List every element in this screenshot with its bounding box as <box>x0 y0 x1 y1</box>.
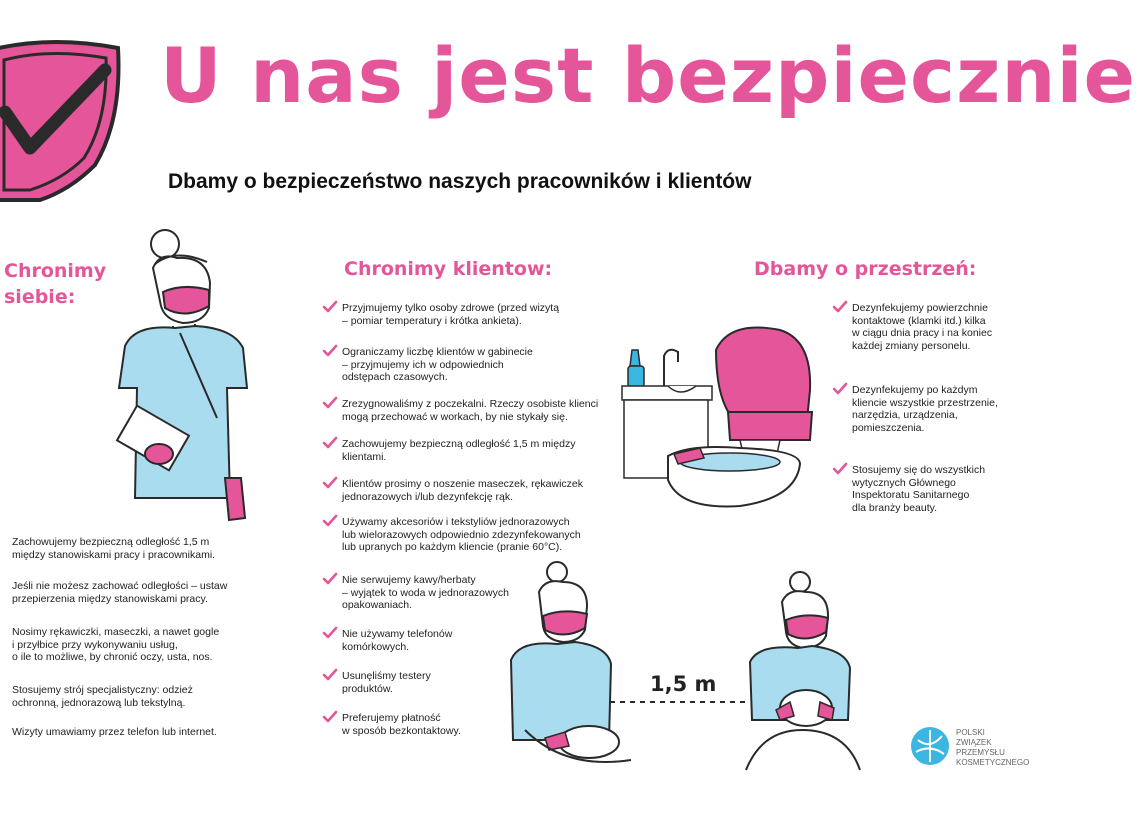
section-heading-self: Chronimy siebie: <box>4 260 107 308</box>
worker-illustration <box>115 228 255 528</box>
check-icon <box>322 572 338 586</box>
check-icon <box>832 382 848 396</box>
check-icon <box>832 462 848 476</box>
list-item: Nie serwujemy kawy/herbaty – wyjątek to woda w jednorazowych opakowaniach. <box>342 574 509 612</box>
list-item: Przyjmujemy tylko osoby zdrowe (przed wizytą – pomiar temperatury i krótka ankieta). <box>342 302 559 327</box>
page-subtitle: Dbamy o bezpieczeństwo naszych pracowników i klientów <box>168 170 752 193</box>
list-item: Dezynfekujemy po każdym kliencie wszystkie przestrzenie, narzędzia, urządzenia, pomieszczenia. <box>852 384 998 434</box>
list-item: Klientów prosimy o noszenie maseczek, rękawiczek jednorazowych i/lub dezynfekcję rąk. <box>342 478 583 503</box>
list-item: Zrezygnowaliśmy z poczekalni. Rzeczy osobiste klienci mogą przechować w workach, by nie stykały się. <box>342 398 598 423</box>
check-icon <box>322 626 338 640</box>
list-item: Stosujemy strój specjalistyczny: odzież ochronną, jednorazową lub tekstylną. <box>12 684 193 709</box>
check-icon <box>322 300 338 314</box>
check-icon <box>322 436 338 450</box>
list-item: Zachowujemy bezpieczną odległość 1,5 m między stanowiskami pracy i pracownikami. <box>12 536 216 561</box>
list-item: Usunęliśmy testery produktów. <box>342 670 431 695</box>
check-icon <box>322 344 338 358</box>
list-item: Jeśli nie możesz zachować odległości – ustaw przepierzenia między stanowiskami pracy. <box>12 580 228 605</box>
logo-text: POLSKI ZWIĄZEK PRZEMYSŁU KOSMETYCZNEGO <box>956 728 1030 767</box>
check-icon <box>322 396 338 410</box>
check-icon <box>832 300 848 314</box>
section-heading-space: Dbamy o przestrzeń: <box>754 258 977 280</box>
list-item: Ograniczamy liczbę klientów w gabinecie – przyjmujemy ich w odpowiednich odstępach czasowych. <box>342 346 533 384</box>
pedicure-chair-illustration <box>620 320 820 520</box>
list-item: Używamy akcesoriów i tekstyliów jednorazowych lub wielorazowych odpowiednio zdezynfekowanych lub upranych po każdym kliencie (pranie 60°C). <box>342 516 581 554</box>
page-title: U nas jest bezpiecznie <box>160 31 1136 120</box>
distance-line <box>608 696 748 710</box>
list-item: Preferujemy płatność w sposób bezkontaktowy. <box>342 712 461 737</box>
distance-label: 1,5 m <box>650 672 717 696</box>
pzpk-logo-icon <box>910 726 950 766</box>
list-item: Dezynfekujemy powierzchnie kontaktowe (klamki itd.) kilka w ciągu dnia pracy i na koniec każdej zmiany personelu. <box>852 302 992 352</box>
beautician-with-client-illustration-left <box>505 560 635 785</box>
list-item: Wizyty umawiamy przez telefon lub internet. <box>12 726 217 738</box>
check-icon <box>322 668 338 682</box>
list-item: Nosimy rękawiczki, maseczki, a nawet gogle i przyłbice przy wykonywaniu usług, o ile to możliwe, by chronić oczy, usta, nos. <box>12 626 220 663</box>
list-item: Nie używamy telefonów komórkowych. <box>342 628 452 653</box>
list-item: Zachowujemy bezpieczną odległość 1,5 m między klientami. <box>342 438 575 463</box>
section-heading-clients: Chronimy klientow: <box>344 258 553 280</box>
check-icon <box>322 476 338 490</box>
beautician-with-client-illustration-right <box>742 570 862 785</box>
list-item: Stosujemy się do wszystkich wytycznych Głównego Inspektoratu Sanitarnego dla branży beauty. <box>852 464 985 514</box>
check-icon <box>322 710 338 724</box>
shield-check-icon <box>0 30 130 200</box>
check-icon <box>322 514 338 528</box>
